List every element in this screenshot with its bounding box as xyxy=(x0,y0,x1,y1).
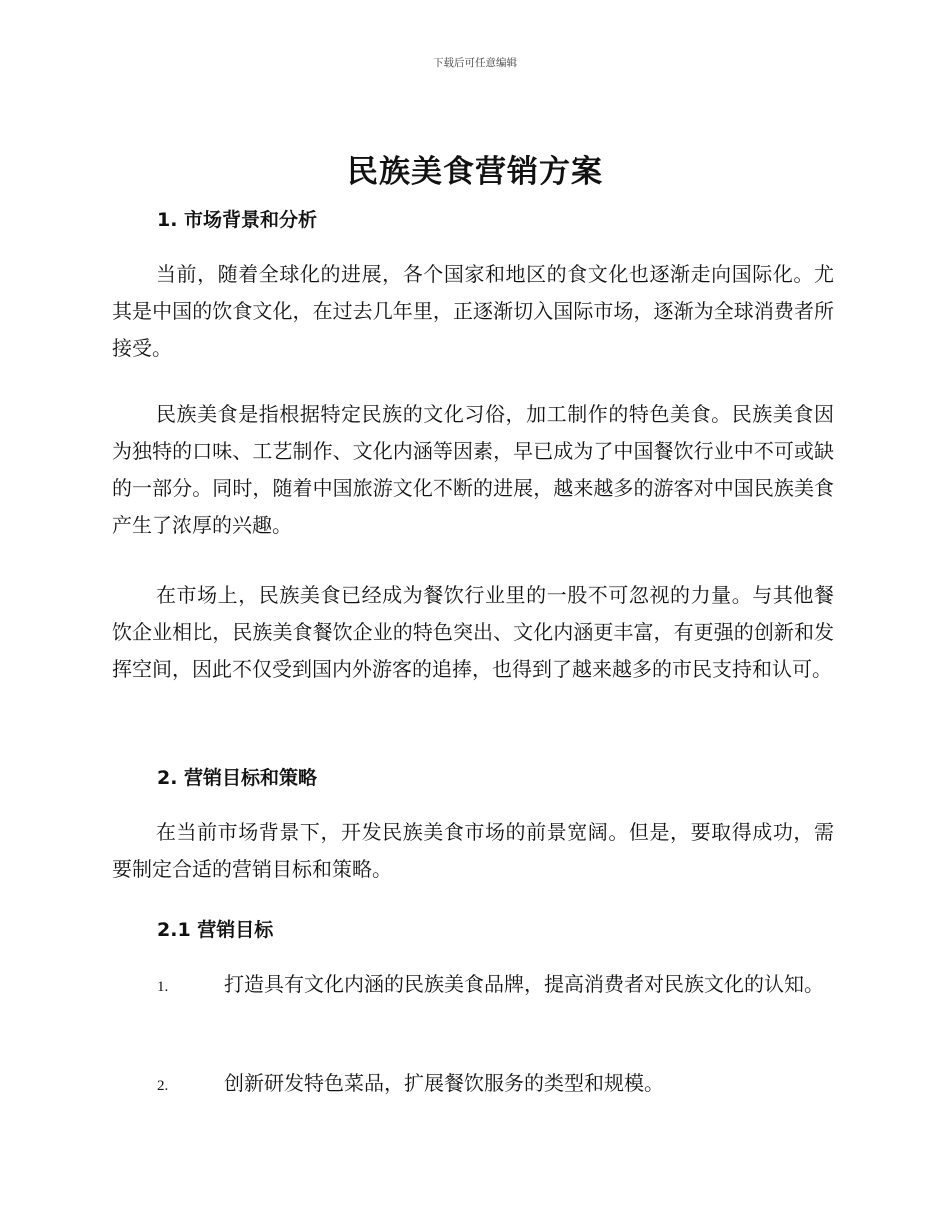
list-item-number: 2. xyxy=(157,1078,169,1094)
header-note: 下载后可任意编辑 xyxy=(433,57,517,69)
list-item xyxy=(112,963,834,1008)
paragraph: 民族美食是指根据特定民族的文化习俗，加工制作的特色美食。民族美食因为独特的口味、工艺制作、文化内涵等因素，早已成为了中国餐饮行业中不可或缺的一部分。同时，随着中国旅游文化不断的进展，越来越多的游客对中国民族美食产生了浓厚的兴趣。 xyxy=(112,402,834,537)
section-heading-2: 2. 营销目标和策略 xyxy=(157,767,318,789)
list-item-text: 创新研发特色菜品，扩展餐饮服务的类型和规模。 xyxy=(224,1071,664,1095)
paragraph: 在市场上，民族美食已经成为餐饮行业里的一股不可忽视的力量。与其他餐饮企业相比，民族美食餐饮企业的特色突出、文化内涵更丰富，有更强的创新和发挥空间，因此不仅受到国内外游客的追捧，也得到了越来越多的市民支持和认可。 xyxy=(112,583,834,681)
section-heading-1: 1. 市场背景和分析 xyxy=(157,209,318,231)
list-item-text: 打造具有文化内涵的民族美食品牌，提高消费者对民族文化的认知。 xyxy=(224,972,824,996)
list-item-number: 1. xyxy=(157,979,169,995)
page-title: 民族美食营销方案 xyxy=(347,154,603,190)
section-heading-2-1: 2.1 营销目标 xyxy=(157,919,274,941)
paragraph: 当前，随着全球化的进展，各个国家和地区的食文化也逐渐走向国际化。尤其是中国的饮食文化，在过去几年里，正逐渐切入国际市场，逐渐为全球消费者所接受。 xyxy=(112,262,834,360)
list-item xyxy=(112,1062,834,1107)
paragraph: 在当前市场背景下，开发民族美食市场的前景宽阔。但是，要取得成功，需要制定合适的营销目标和策略。 xyxy=(112,820,834,881)
